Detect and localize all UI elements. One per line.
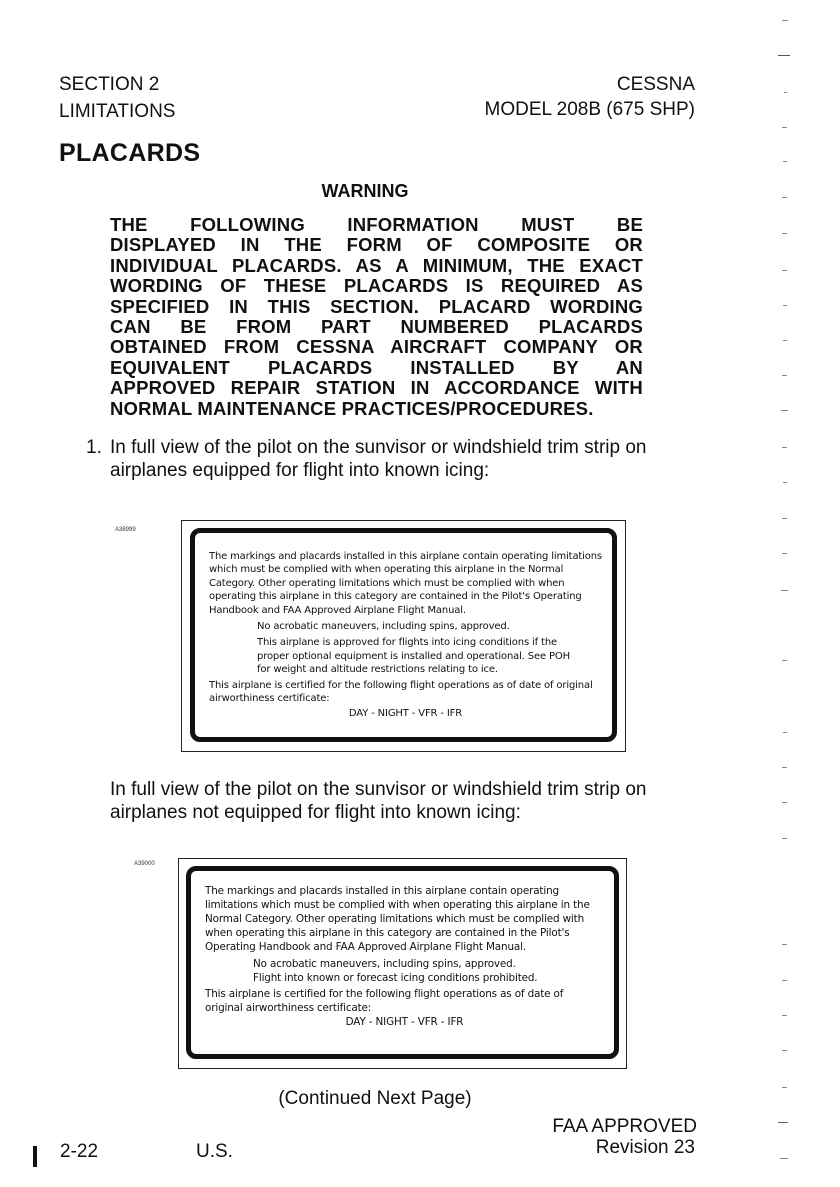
placard-line: Category. Other operating limitations which must be complied with when [209, 577, 565, 589]
model-label: MODEL 208B (675 SHP) [484, 99, 695, 120]
placard-ops-line: DAY - NIGHT - VFR - IFR [348, 708, 463, 720]
item2-line1: In full view of the pilot on the sunvisor or windshield trim strip on [110, 779, 647, 800]
placard-line: limitations which must be complied with when operating this airplane in the [205, 899, 590, 911]
scan-mark [782, 197, 787, 198]
placard-line: which must be complied with when operating this airplane in the Normal [209, 564, 564, 576]
placard-acrobatic-line: No acrobatic maneuvers, including spins, approved. [257, 621, 510, 633]
scan-mark [784, 92, 787, 93]
scan-mark [782, 1015, 787, 1016]
warning-line: EQUIVALENT PLACARDS INSTALLED BY AN [110, 356, 643, 378]
placard-icing-not-equipped [186, 866, 619, 1059]
country-label: U.S. [196, 1141, 233, 1162]
placard-icing-line: proper optional equipment is installed and operational. See POH [257, 650, 570, 662]
scan-mark [782, 660, 787, 661]
scan-mark [781, 410, 788, 411]
item-number: 1. [86, 437, 102, 458]
scan-mark [782, 1087, 787, 1088]
placard-cert-line: This airplane is certified for the following flight operations as of date of original [209, 679, 593, 691]
scan-mark [782, 518, 787, 519]
warning-line: THE FOLLOWING INFORMATION MUST BE [110, 214, 643, 235]
warning-line: SPECIFIED IN THIS SECTION. PLACARD WORDING [110, 295, 643, 317]
placard-line: operating this airplane in this category are contained in the Pilot's Operating [209, 591, 582, 603]
placard-frame [181, 520, 626, 752]
placard-cert-line: airworthiness certificate: [209, 693, 330, 705]
placard-cert-line: This airplane is certified for the following flight operations as of date of [205, 988, 564, 1000]
scan-mark [783, 161, 787, 162]
scan-mark [782, 127, 787, 128]
item2-line2: airplanes not equipped for flight into known icing: [110, 802, 521, 823]
figure-id: A39000 [134, 861, 155, 867]
subsection-label: LIMITATIONS [59, 101, 176, 122]
warning-line: APPROVED REPAIR STATION IN ACCORDANCE WITH [110, 377, 643, 399]
placard-line: Normal Category. Other operating limitations which must be complied with [205, 913, 585, 925]
scan-mark [780, 1158, 788, 1159]
scan-mark [778, 1122, 788, 1123]
scan-mark [783, 305, 787, 306]
scan-mark [783, 340, 787, 341]
scan-mark [781, 590, 788, 591]
revision-label: Revision 23 [595, 1137, 695, 1158]
scan-mark [783, 732, 787, 733]
manufacturer-label: CESSNA [616, 74, 695, 95]
placard-line: Handbook and FAA Approved Airplane Flight Manual. [209, 604, 466, 616]
scan-mark [782, 447, 787, 448]
placard-icing-equipped [190, 528, 617, 742]
placard-icing-line: for weight and altitude restrictions relating to ice. [257, 664, 498, 676]
warning-line: OBTAINED FROM CESSNA AIRCRAFT COMPANY OR [110, 336, 643, 358]
placard-line: when operating this airplane in this category are contained in the Pilot's [205, 927, 570, 939]
scan-mark [782, 838, 787, 839]
section-label: SECTION 2 [59, 74, 160, 95]
placard-line: Operating Handbook and FAA Approved Airplane Flight Manual. [205, 941, 526, 953]
scan-mark [782, 20, 788, 21]
approval-label: FAA APPROVED [552, 1116, 697, 1137]
scan-mark [782, 270, 787, 271]
warning-box [110, 215, 643, 419]
item1-line2: airplanes equipped for flight into known icing: [110, 460, 490, 481]
warning-line: INDIVIDUAL PLACARDS. AS A MINIMUM, THE EXACT [110, 254, 643, 276]
scan-mark [782, 802, 787, 803]
placard-line: The markings and placards installed in this airplane contain operating [205, 885, 559, 897]
scan-mark [782, 980, 787, 981]
scan-mark [782, 553, 787, 554]
placard-icing-line: Flight into known or forecast icing conditions prohibited. [253, 972, 538, 984]
warning-title: WARNING [321, 181, 409, 201]
scan-mark [782, 1050, 787, 1051]
page-number: 2-22 [60, 1141, 99, 1162]
warning-line: CAN BE FROM PART NUMBERED PLACARDS [110, 316, 643, 338]
scan-mark [783, 482, 787, 483]
warning-line: WORDING OF THESE PLACARDS IS REQUIRED AS [110, 275, 643, 297]
placard-icing-line: This airplane is approved for flights into icing conditions if the [257, 637, 558, 649]
warning-line: DISPLAYED IN THE FORM OF COMPOSITE OR [110, 234, 643, 256]
scan-edge-marks [770, 0, 830, 1187]
figure-id: A38999 [115, 527, 136, 533]
scan-mark [778, 55, 790, 56]
page-title: PLACARDS [59, 139, 201, 167]
scan-mark [782, 767, 787, 768]
scan-mark [782, 944, 787, 945]
revision-bar [33, 1146, 37, 1167]
placard-acrobatic-line: No acrobatic maneuvers, including spins, approved. [253, 958, 516, 970]
continued-note: (Continued Next Page) [278, 1088, 472, 1109]
warning-line: NORMAL MAINTENANCE PRACTICES/PROCEDURES. [110, 397, 594, 419]
item1-line1: In full view of the pilot on the sunvisor or windshield trim strip on [110, 437, 647, 458]
scan-mark [782, 375, 787, 376]
placard-cert-line: original airworthiness certificate: [205, 1002, 372, 1014]
scan-mark [782, 233, 787, 234]
placard-ops-line: DAY - NIGHT - VFR - IFR [345, 1016, 464, 1028]
placard-frame [178, 858, 627, 1069]
placard-line: The markings and placards installed in this airplane contain operating limitations [209, 551, 602, 562]
